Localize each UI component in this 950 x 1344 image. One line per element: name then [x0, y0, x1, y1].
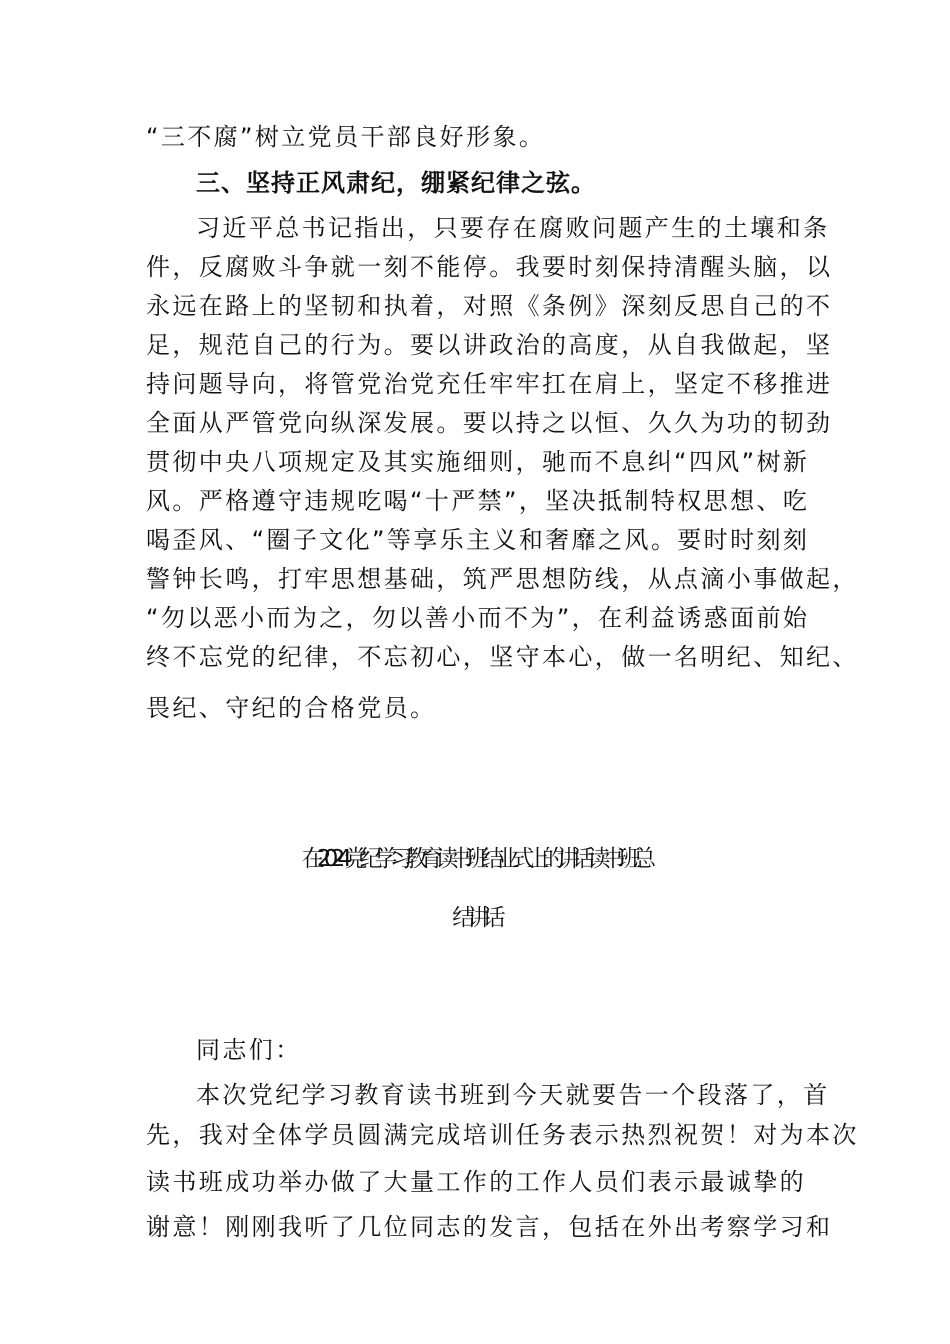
- paragraph-line: 永远在路上的坚韧和执着，对照《条例》深刻反思自己的不: [146, 292, 833, 320]
- paragraph-line: 风。严格遵守违规吃喝“十严禁”，坚决抵制特权思想、吃: [146, 487, 810, 515]
- paragraph-line: 贯彻中央八项规定及其实施细则，驰而不息纠“四风”树新: [146, 448, 810, 476]
- speech-title-line-1: 在2024党纪学习教育读书班结业式上的讲话读书班总: [301, 846, 649, 872]
- paragraph-line: 持问题导向，将管党治党充任牢牢扛在肩上，坚定不移推进: [146, 370, 833, 398]
- paragraph-line: 谢意！刚刚我听了几位同志的发言，包括在外出考察学习和: [146, 1213, 833, 1241]
- paragraph-line: 件，反腐败斗争就一刻不能停。我要时刻保持清醒头脑，以: [146, 253, 833, 281]
- paragraph-line: 读书班成功举办做了大量工作的工作人员们表示最诚挚的: [146, 1168, 806, 1196]
- paragraph-line: 终不忘党的纪律，不忘初心，坚守本心，做一名明纪、知纪、: [146, 643, 859, 671]
- paragraph-line: 畏纪、守纪的合格党员。: [146, 694, 437, 722]
- paragraph-line: 习近平总书记指出，只要存在腐败问题产生的土壤和条: [196, 214, 830, 242]
- paragraph-line: 足，规范自己的行为。要以讲政治的高度，从自我做起，坚: [146, 331, 833, 359]
- speech-title-line-2: 结讲话: [452, 905, 498, 931]
- paragraph-line: 本次党纪学习教育读书班到今天就要告一个段落了，首: [196, 1081, 830, 1109]
- paragraph-line: 喝歪风、“圈子文化”等享乐主义和奢靡之风。要时时刻刻: [146, 526, 810, 554]
- salutation: 同志们：: [196, 1036, 302, 1064]
- paragraph-line: 先，我对全体学员圆满完成培训任务表示热烈祝贺！对为本次: [146, 1121, 859, 1149]
- paragraph-line: 警钟长鸣，打牢思想基础，筑严思想防线，从点滴小事做起，: [146, 565, 859, 593]
- paragraph-line: 全面从严管党向纵深发展。要以持之以恒、久久为功的韧劲: [146, 409, 833, 437]
- carryover-text-line: “三不腐”树立党员干部良好形象。: [146, 123, 546, 151]
- section-heading: 三、坚持正风肃纪，绷紧纪律之弦。: [196, 169, 596, 197]
- paragraph-line: “勿以恶小而为之，勿以善小而不为”，在利益诱惑面前始: [146, 604, 810, 632]
